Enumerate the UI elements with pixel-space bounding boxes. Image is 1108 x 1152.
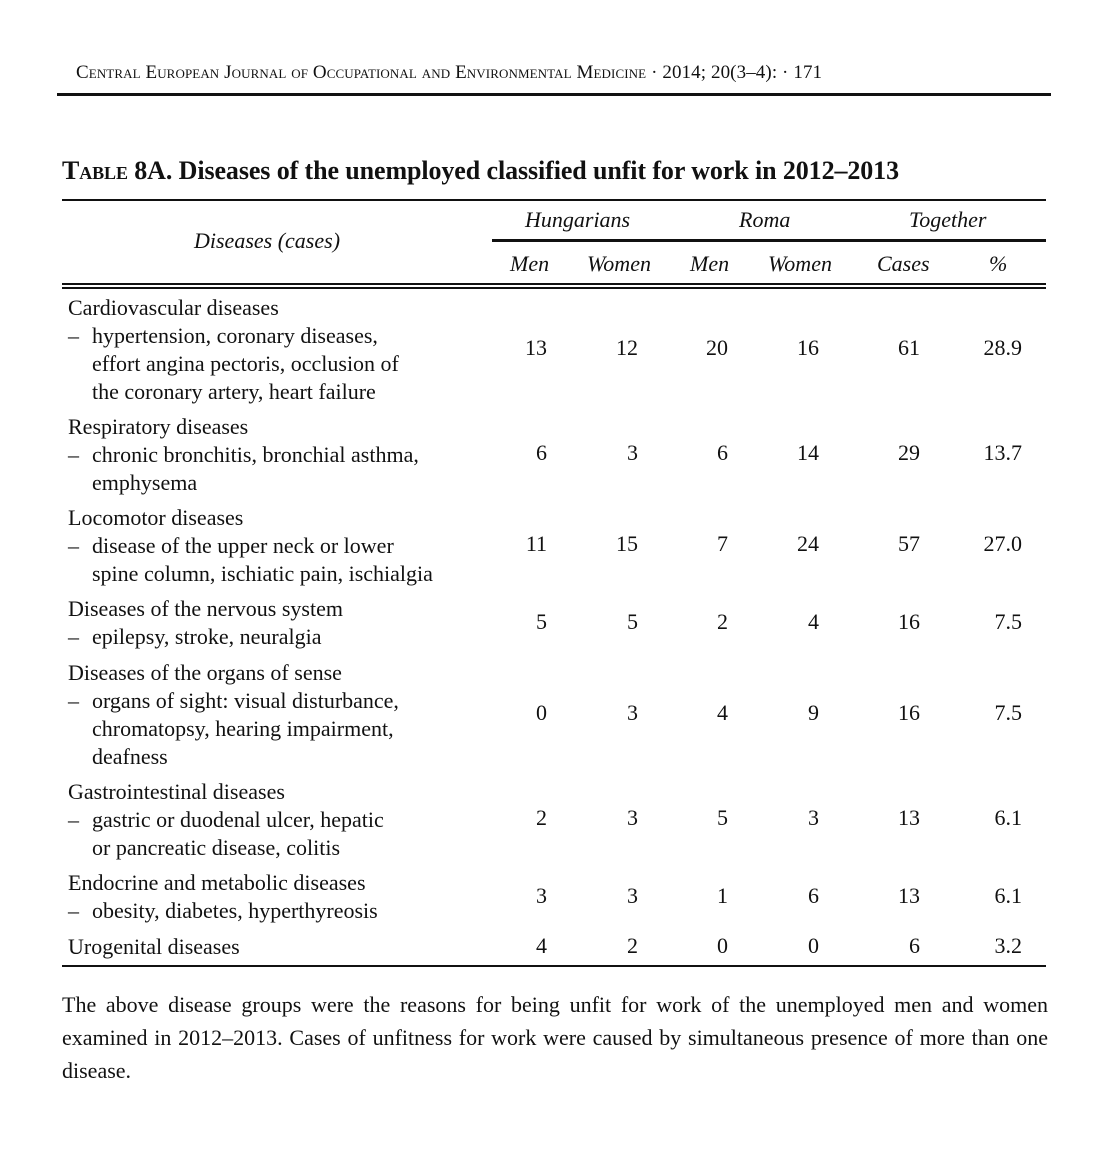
running-head	[76, 62, 822, 84]
cell-roma-men: 0	[717, 933, 728, 958]
table-label: Table 8A.	[62, 156, 173, 185]
cell-percent: 7.5	[994, 700, 1022, 725]
cell-cases: 13	[898, 883, 920, 908]
cell-percent: 3.2	[994, 933, 1022, 958]
row-header: Diseases (cases)	[194, 228, 341, 253]
cell-hu-men: 4	[536, 933, 547, 958]
cell-hu-women: 2	[627, 933, 638, 958]
table-title	[62, 156, 899, 186]
cell-percent: 6.1	[994, 805, 1022, 830]
col-header-roma-men: Men	[690, 251, 730, 276]
cell-roma-women: 14	[797, 440, 819, 465]
category-label: Endocrine and metabolic diseases	[68, 870, 366, 895]
category-label: Diseases of the organs of sense	[68, 660, 342, 685]
cell-cases: 16	[898, 609, 920, 634]
body-paragraph: The above disease groups were the reasons for being unfit for work of the unemployed men and women examined in 2012–2013. Cases of unfitness for work were caused by simultaneous presence of more than one disease.	[62, 992, 1048, 1083]
table-row-description: Respiratory diseases – chronic bronchitis, bronchial asthma, emphysema	[68, 414, 419, 495]
dash: –	[68, 323, 79, 348]
cell-roma-women: 16	[797, 335, 819, 360]
group-header-hungarians: Hungarians	[525, 207, 631, 232]
cell-hu-men: 2	[536, 805, 547, 830]
cell-percent: 6.1	[994, 883, 1022, 908]
table-row-description: Gastrointestinal diseases – gastric or duodenal ulcer, hepatic or pancreatic disease, colitis	[68, 779, 384, 860]
cell-cases: 29	[898, 440, 920, 465]
header-double-rule-top	[62, 283, 1046, 285]
table-row-description: Locomotor diseases – disease of the upper neck or lower spine column, ischiatic pain, ischialgia	[68, 505, 433, 586]
col-header-roma-women: Women	[768, 251, 832, 276]
col-header-percent: %	[989, 251, 1008, 276]
col-header-hu-men: Men	[510, 251, 550, 276]
col-header-cases: Cases	[877, 251, 930, 276]
cell-hu-men: 5	[536, 609, 547, 634]
category-label: Urogenital diseases	[68, 934, 240, 959]
category-label: Locomotor diseases	[68, 505, 244, 530]
cell-cases: 13	[898, 805, 920, 830]
table-row-description: Diseases of the organs of sense – organs of sight: visual disturbance, chromatopsy, hearing impairment, deafness	[68, 660, 399, 769]
cell-hu-women: 12	[616, 335, 638, 360]
cell-hu-women: 5	[627, 609, 638, 634]
category-label: Respiratory diseases	[68, 414, 249, 439]
cell-roma-women: 9	[808, 700, 819, 725]
col-header-hu-women: Women	[587, 251, 651, 276]
group-header-rule	[492, 239, 1046, 242]
cell-roma-men: 6	[717, 440, 728, 465]
cell-hu-women: 3	[627, 700, 638, 725]
table-row-description: Diseases of the nervous system – epilepsy, stroke, neuralgia	[68, 596, 343, 649]
cell-hu-women: 3	[627, 805, 638, 830]
cell-percent: 7.5	[994, 609, 1022, 634]
table-row-description: Endocrine and metabolic diseases – obesity, diabetes, hyperthyreosis	[68, 870, 378, 923]
cell-percent: 27.0	[983, 531, 1022, 556]
header-rule	[57, 93, 1051, 96]
cell-roma-women: 3	[808, 805, 819, 830]
header-double-rule-bottom	[62, 287, 1046, 289]
cell-cases: 16	[898, 700, 920, 725]
cell-cases: 6	[909, 933, 920, 958]
cell-hu-women: 3	[627, 883, 638, 908]
category-label: Cardiovascular diseases	[68, 295, 279, 320]
table-title-text: Diseases of the unemployed classified unfit for work in 2012–2013	[178, 156, 899, 185]
cell-roma-women: 24	[797, 531, 819, 556]
group-header-roma: Roma	[739, 207, 791, 232]
cell-cases: 61	[898, 335, 920, 360]
cell-roma-men: 4	[717, 700, 728, 725]
cell-roma-women: 0	[808, 933, 819, 958]
table-row-description: Cardiovascular diseases – hypertension, coronary diseases, effort angina pectoris, occlusion of the coronary artery, heart failure	[68, 295, 399, 404]
table-bottom-rule	[62, 965, 1046, 967]
category-label: Diseases of the nervous system	[68, 596, 343, 621]
cell-cases: 57	[898, 531, 920, 556]
cell-percent: 13.7	[983, 440, 1022, 465]
cell-roma-women: 4	[808, 609, 819, 634]
table-row-description	[68, 933, 240, 961]
cell-hu-women: 15	[616, 531, 638, 556]
table-top-rule	[62, 199, 1046, 201]
page-number: 171	[793, 62, 823, 83]
cell-hu-men: 6	[536, 440, 547, 465]
cell-hu-men: 3	[536, 883, 547, 908]
cell-percent: 28.9	[983, 335, 1022, 360]
cell-hu-men: 0	[536, 700, 547, 725]
cell-hu-men: 13	[525, 335, 547, 360]
citation: · 2014; 20(3–4): ·	[651, 62, 789, 83]
cell-roma-men: 2	[717, 609, 728, 634]
cell-roma-men: 5	[717, 805, 728, 830]
group-header-together: Together	[909, 207, 987, 232]
cell-hu-men: 11	[525, 531, 547, 556]
cell-hu-women: 3	[627, 440, 638, 465]
cell-roma-men: 7	[717, 531, 728, 556]
category-label: Gastrointestinal diseases	[68, 779, 285, 804]
cell-roma-women: 6	[808, 883, 819, 908]
cell-roma-men: 20	[706, 335, 728, 360]
cell-roma-men: 1	[717, 883, 728, 908]
journal-name: Central European Journal of Occupational and Environmental Medicine	[76, 62, 647, 83]
